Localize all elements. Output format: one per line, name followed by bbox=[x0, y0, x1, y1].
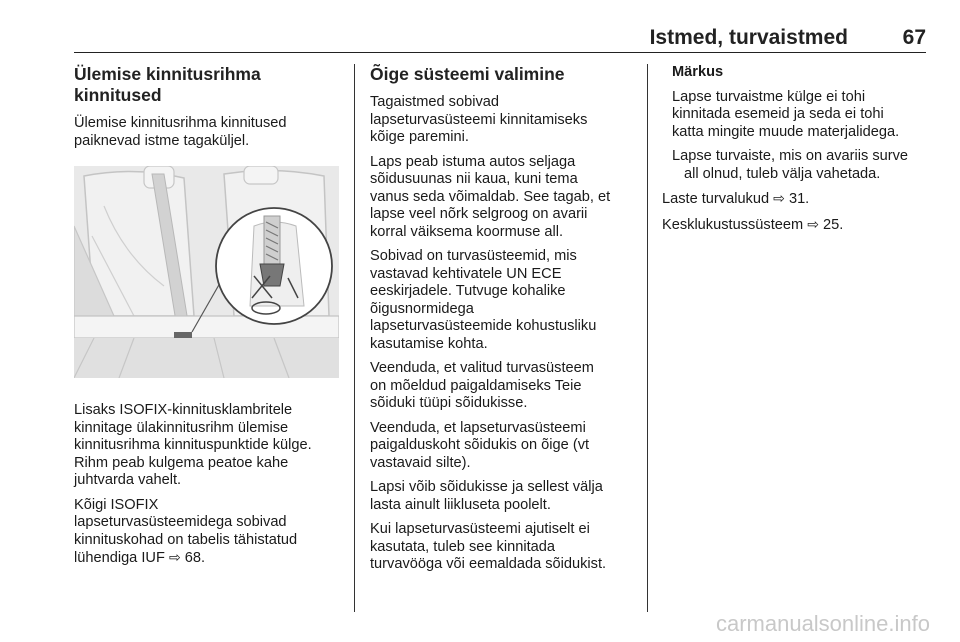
page-ref-arrow-icon: ⇨ bbox=[773, 190, 785, 206]
column-2 bbox=[370, 64, 638, 581]
note-title: Märkus bbox=[672, 64, 724, 80]
page-ref-arrow-icon: ⇨ bbox=[168, 549, 181, 565]
body-paragraph: Tagaistmed sobivad lapseturvasüsteemi kinnitamiseks kõige paremini. bbox=[370, 94, 588, 145]
intro-paragraph: Ülemise kinnitusrihma kinnitused paiknevad istme tagaküljel. bbox=[74, 115, 287, 149]
iuf-paragraph bbox=[74, 497, 344, 568]
note-paragraph-2: Lapse turvaiste, mis on avariis surve all olnud, tuleb välja vahetada. bbox=[672, 148, 909, 182]
page-number: 67 bbox=[902, 26, 926, 49]
section-heading-system-selection: Õige süsteemi valimine bbox=[370, 64, 565, 84]
central-locking-text: Kesklukustussüsteem bbox=[662, 216, 804, 233]
column-1 bbox=[74, 64, 344, 575]
iuf-text: Kõigi ISOFIX lapseturvasüsteemidega sobivad kinnituskohad on tabelis tähistatud lühendiga IUF bbox=[74, 496, 298, 566]
column-divider-1 bbox=[354, 64, 355, 612]
page-ref-68-link[interactable]: 68. bbox=[184, 550, 206, 566]
child-locks-text: Laste turvalukud bbox=[662, 191, 770, 207]
header-title: Istmed, turvaistmed bbox=[649, 26, 848, 49]
seat-tether-illustration bbox=[74, 166, 339, 378]
column-divider-2 bbox=[647, 64, 648, 612]
section-heading-top-tether: Ülemise kinnitusrihma kinnitused bbox=[74, 64, 261, 105]
central-locking-ref bbox=[662, 216, 932, 235]
body-paragraph: Kui lapseturvasüsteemi ajutiselt ei kasutata, tuleb see kinnitada turvavööga või eemaldada sõidukist. bbox=[370, 521, 607, 572]
page-ref-31-link[interactable]: 31. bbox=[788, 191, 810, 207]
page-ref-25-link[interactable]: 25. bbox=[823, 216, 844, 233]
column-3 bbox=[662, 64, 932, 241]
body-paragraph: Laps peab istuma autos seljaga sõidusuunas nii kaua, kuni tema vanus seda võimaldab. See tagab, et lapse veel nõrk selgroog on avarii korral väiksema koormuse all. bbox=[370, 153, 611, 240]
isofix-paragraph: Lisaks ISOFIX-kinnitusklambritele kinnitage ülakinnitusrihm ülemise kinnitusrihma kinnituspunktide külge. Rihm peab kulgema peatoe kahe juhtvarda vahelt. bbox=[74, 402, 312, 488]
child-locks-ref bbox=[662, 190, 932, 209]
body-paragraph: Veenduda, et valitud turvasüsteem on mõeldud paigaldamiseks Teie sõiduki tüüpi sõidukisse. bbox=[370, 360, 594, 411]
page-header bbox=[74, 26, 926, 53]
body-paragraph: Sobivad on turvasüsteemid, mis vastavad kehtivatele UN ECE eeskirjadele. Tutvuge kohalike õigusnormidega lapseturvasüsteemide kohustusliku kasutamise kohta. bbox=[370, 248, 597, 352]
body-paragraph: Lapsi võib sõidukisse ja sellest välja lasta ainult liikluseta poolelt. bbox=[370, 479, 603, 513]
watermark: carmanualsonline.info bbox=[715, 611, 930, 636]
note-box bbox=[662, 64, 932, 183]
body-paragraph: Veenduda, et lapseturvasüsteemi paigalduskoht sõidukis on õige (vt vastavaid silte). bbox=[370, 419, 590, 471]
note-paragraph-1: Lapse turvaistme külge ei tohi kinnitada esemeid ja seda ei tohi katta mingite muude materjalidega. bbox=[672, 88, 900, 140]
page-ref-arrow-icon: ⇨ bbox=[807, 215, 819, 232]
